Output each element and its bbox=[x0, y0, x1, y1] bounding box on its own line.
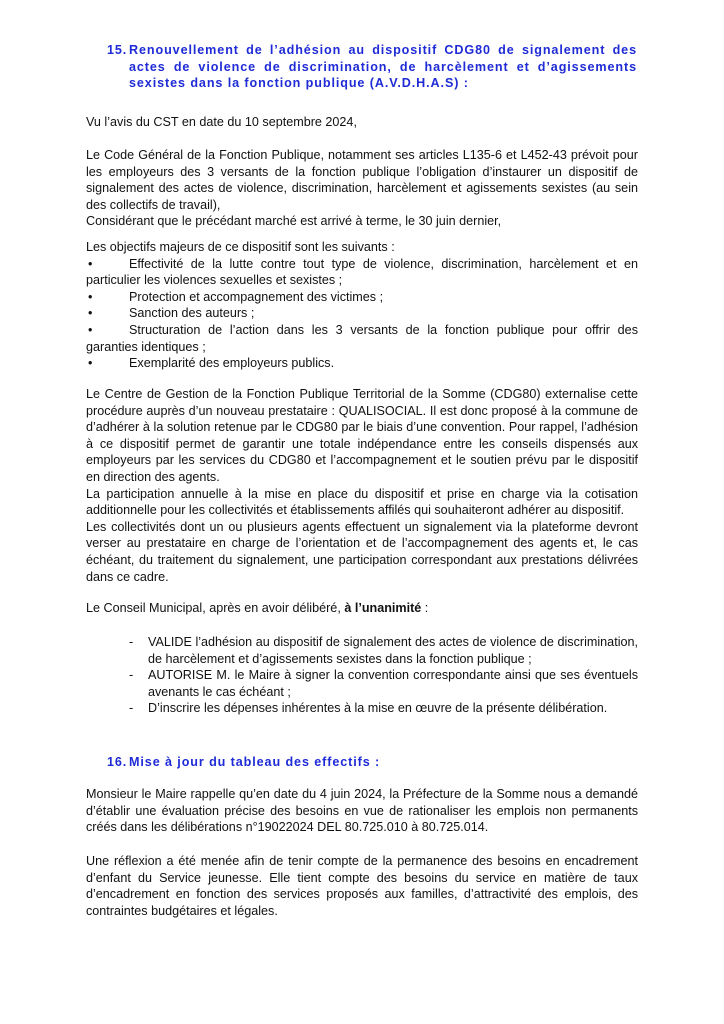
objectif-item bbox=[86, 289, 638, 306]
bullet-icon: • bbox=[88, 256, 93, 271]
participation-text: La participation annuelle à la mise en place du dispositif et prise en charge via la cotisation additionnelle pour les collectivités et établissements affilés qui souhaiteront adhérer au dispositif. bbox=[86, 486, 638, 518]
bullet-icon: • bbox=[88, 322, 93, 337]
conseil-paragraph bbox=[86, 600, 638, 617]
objectif-text: Effectivité de la lutte contre tout type de violence, discrimination, harcèlement et en particulier les violences sexuelles et sexistes ; bbox=[86, 256, 638, 288]
dash-icon: - bbox=[129, 668, 134, 683]
section-16-title: Mise à jour du tableau des effectifs : bbox=[129, 755, 381, 769]
centre-gestion-block bbox=[86, 386, 638, 585]
conseil-unanimite: à l’unanimité bbox=[344, 601, 422, 615]
section-16-number: 16. bbox=[107, 755, 128, 769]
objectif-item bbox=[86, 322, 638, 355]
centre-gestion-text: Le Centre de Gestion de la Fonction Publique Territorial de la Somme (CDG80) externalise cette procédure auprès d’un nouveau prestataire : QUALISOCIAL. Il est donc proposé à la commune de d’adhérer à la solution retenue par le CDG80 par le biais d’une convention. Pour rappel, l’adhésion à ce dispositif permet de garantir une totale indépendance entre les conseils dispensés aux employeurs par les services du CDG80 et l’accompagnement et le soutien prévu par le dispositif en direction des agents. bbox=[86, 387, 638, 484]
objectif-text: Protection et accompagnement des victimes ; bbox=[129, 289, 384, 304]
conseil-suffix: : bbox=[421, 601, 429, 615]
considerant-text: Considérant que le précédant marché est arrivé à terme, le 30 juin dernier, bbox=[86, 214, 502, 229]
avis-paragraph bbox=[86, 114, 638, 131]
conseil-text bbox=[86, 600, 638, 617]
section-16-heading bbox=[107, 754, 637, 771]
reflexion-paragraph bbox=[86, 853, 638, 919]
objectif-text: Exemplarité des employeurs publics. bbox=[129, 356, 335, 371]
dash-icon: - bbox=[129, 635, 134, 649]
objectif-item bbox=[86, 355, 638, 372]
decisions-list bbox=[86, 634, 638, 717]
objectif-item bbox=[86, 305, 638, 322]
bullet-icon: • bbox=[88, 356, 93, 371]
decision-item bbox=[86, 667, 638, 700]
objectif-text: Sanction des auteurs ; bbox=[129, 306, 255, 321]
reflexion-text: Une réflexion a été menée afin de tenir compte de la permanence des besoins en encadrement d’enfant du Service jeunesse. Elle tient compte des besoins du service en matière de taux d’encadrement en fonction des services proposés aux familles, d’attractivité des emplois, des contraintes budgétaires et légales. bbox=[86, 854, 638, 918]
section-15-heading bbox=[107, 42, 637, 92]
dash-icon: - bbox=[129, 701, 134, 716]
rappel-text: Monsieur le Maire rappelle qu’en date du 4 juin 2024, la Préfecture de la Somme nous a demandé d’établir une évaluation précise des besoins en vue de rationaliser les emplois non permanents créés dans les délibérations n°19022024 DEL 80.725.010 à 80.725.014. bbox=[86, 787, 638, 835]
bullet-icon: • bbox=[88, 289, 93, 304]
code-general-text: Le Code Général de la Fonction Publique, notamment ses articles L135-6 et L452-43 prévoit pour les employeurs des 3 versants de la fonction publique l’obligation d’instaurer un dispositif de signalement des actes de violence, discrimination, harcèlement et agissements sexistes (au sein des collectifs de travail), bbox=[86, 148, 638, 212]
decision-text: AUTORISE M. le Maire à signer la convention correspondante ainsi que ses éventuels avenants le cas échéant ; bbox=[148, 668, 638, 699]
collectivites-text: Les collectivités dont un ou plusieurs agents effectuent un signalement via la plateforme devront verser au prestataire en charge de l’orientation et de l’accompagnement des agents et, le cas échéant, du traitement du signalement, une participation correspondant aux prestations délivrées dans ce cadre. bbox=[86, 519, 638, 584]
bullet-icon: • bbox=[88, 306, 93, 321]
rappel-paragraph bbox=[86, 786, 638, 836]
decision-text: D’inscrire les dépenses inhérentes à la mise en œuvre de la présente délibération. bbox=[148, 701, 608, 716]
decision-item bbox=[86, 634, 638, 667]
avis-text: Vu l’avis du CST en date du 10 septembre 2024, bbox=[86, 115, 357, 129]
section-15-number: 15. bbox=[107, 43, 128, 57]
objectif-item bbox=[86, 256, 638, 289]
conseil-prefix: Le Conseil Municipal, après en avoir délibéré, bbox=[86, 601, 345, 615]
section-15-title: Renouvellement de l’adhésion au dispositif CDG80 de signalement des actes de violence de discrimination, de harcèlement et d’agissements sexistes dans la fonction publique (A.V.D.H.A.S) : bbox=[129, 43, 637, 91]
decision-item bbox=[86, 700, 638, 717]
objectifs-block bbox=[86, 239, 638, 372]
code-general-paragraph bbox=[86, 147, 638, 230]
decision-text: VALIDE l’adhésion au dispositif de signalement des actes de violence de discrimination, de harcèlement et d’agissements sexistes dans la fonction publique ; bbox=[148, 635, 638, 666]
objectifs-intro: Les objectifs majeurs de ce dispositif sont les suivants : bbox=[86, 240, 395, 254]
objectif-text: Structuration de l’action dans les 3 versants de la fonction publique pour offrir des garanties identiques ; bbox=[86, 322, 638, 354]
